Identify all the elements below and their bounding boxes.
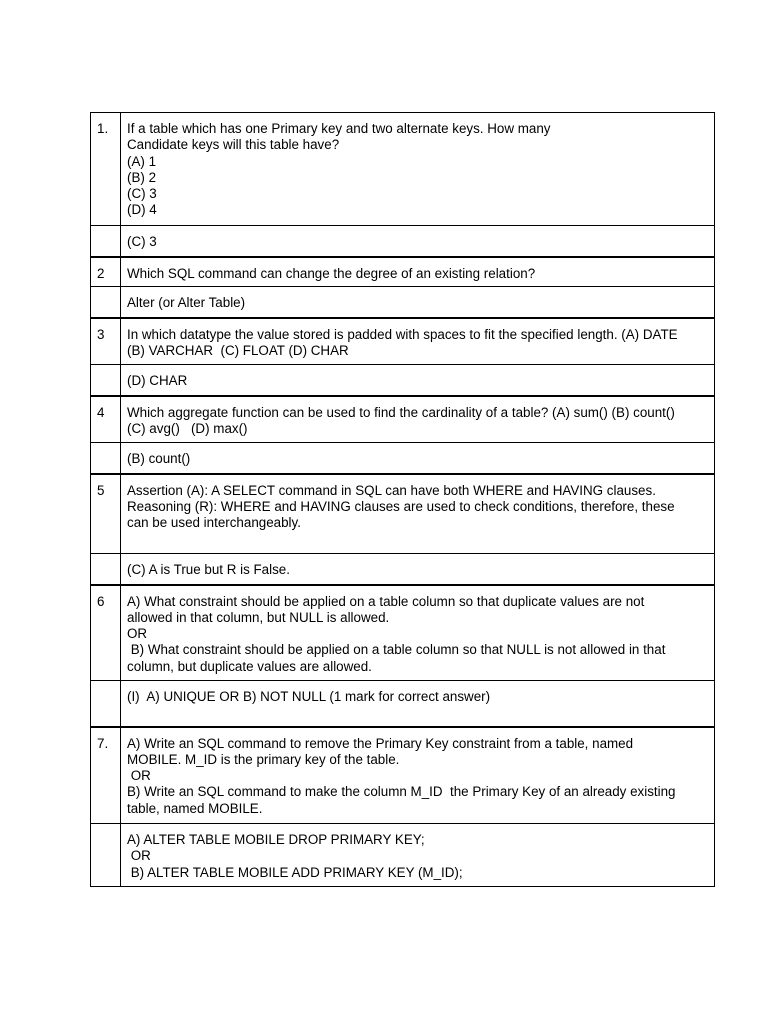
answer-text-cell xyxy=(121,554,715,585)
question-number: 3 xyxy=(97,326,105,342)
question-text-cell xyxy=(121,585,715,681)
answer-number-cell xyxy=(91,365,121,396)
answer-row xyxy=(91,824,715,887)
question-line: Candidate keys will this table have? xyxy=(127,137,340,153)
question-option: (A) 1 xyxy=(127,153,157,169)
question-line: MOBILE. M_ID is the primary key of the table. xyxy=(127,751,400,767)
answer-line: B) ALTER TABLE MOBILE ADD PRIMARY KEY (M_ID); xyxy=(127,864,463,880)
answer-row xyxy=(91,287,715,318)
question-line: Which aggregate function can be used to find the cardinality of a table? (A) sum() (B) count() xyxy=(127,404,675,420)
question-line: can be used interchangeably. xyxy=(127,515,301,531)
question-line: OR xyxy=(127,626,148,642)
answer-line: (C) A is True but R is False. xyxy=(127,562,290,577)
question-number: 5 xyxy=(97,482,105,498)
question-text-cell xyxy=(121,113,715,226)
question-line: (C) avg() (D) max() xyxy=(127,420,248,436)
answer-number-cell xyxy=(91,681,121,727)
question-number-cell xyxy=(91,318,121,365)
answer-row xyxy=(91,554,715,585)
question-row xyxy=(91,396,715,443)
answer-text-cell xyxy=(121,681,715,727)
answer-text-cell xyxy=(121,365,715,396)
answer-number-cell xyxy=(91,226,121,257)
answer-row xyxy=(91,443,715,474)
question-row xyxy=(91,257,715,287)
question-number-cell xyxy=(91,585,121,681)
question-line: In which datatype the value stored is padded with spaces to fit the specified length. (A) DATE xyxy=(127,326,678,342)
answer-line: (I) A) UNIQUE OR B) NOT NULL (1 mark for correct answer) xyxy=(127,689,491,704)
question-number-cell xyxy=(91,113,121,226)
question-number: 2 xyxy=(97,265,105,281)
answer-row xyxy=(91,681,715,727)
answer-row xyxy=(91,365,715,396)
question-row xyxy=(91,727,715,824)
answer-number-cell xyxy=(91,287,121,318)
question-line: allowed in that column, but NULL is allowed. xyxy=(127,609,390,625)
question-line: B) What constraint should be applied on a table column so that NULL is not allowed in that xyxy=(127,642,666,658)
question-number-cell xyxy=(91,257,121,287)
answer-number-cell xyxy=(91,443,121,474)
question-line: If a table which has one Primary key and two alternate keys. How many xyxy=(127,121,551,136)
question-text-cell xyxy=(121,727,715,824)
question-line: column, but duplicate values are allowed. xyxy=(127,658,372,674)
answer-line: (B) count() xyxy=(127,451,191,466)
question-row xyxy=(91,113,715,226)
answer-text-cell xyxy=(121,226,715,257)
question-line: A) What constraint should be applied on a table column so that duplicate values are not xyxy=(127,593,645,609)
question-text-cell xyxy=(121,474,715,554)
answer-line: (D) CHAR xyxy=(127,373,188,388)
question-line: A) Write an SQL command to remove the Primary Key constraint from a table, named xyxy=(127,735,634,751)
question-answer-table xyxy=(90,112,715,887)
answer-text-cell xyxy=(121,443,715,474)
question-number: 7. xyxy=(97,735,109,751)
question-text-cell xyxy=(121,396,715,443)
question-line: Which SQL command can change the degree of an existing relation? xyxy=(127,265,536,281)
question-option: (B) 2 xyxy=(127,169,157,185)
question-number-cell xyxy=(91,396,121,443)
question-text-cell xyxy=(121,318,715,365)
answer-text-cell xyxy=(121,287,715,318)
question-line: (B) VARCHAR (C) FLOAT (D) CHAR xyxy=(127,342,349,358)
answer-line: (C) 3 xyxy=(127,234,157,249)
answer-line: A) ALTER TABLE MOBILE DROP PRIMARY KEY; xyxy=(127,832,425,847)
answer-text-cell xyxy=(121,824,715,887)
question-text-cell xyxy=(121,257,715,287)
question-option: (D) 4 xyxy=(127,202,157,218)
question-line: OR xyxy=(127,768,151,784)
question-line: B) Write an SQL command to make the column M_ID the Primary Key of an already existing xyxy=(127,784,676,800)
question-line: Reasoning (R): WHERE and HAVING clauses are used to check conditions, therefore, these xyxy=(127,498,675,514)
question-line: table, named MOBILE. xyxy=(127,800,263,816)
answer-number-cell xyxy=(91,554,121,585)
question-row xyxy=(91,585,715,681)
answer-line: Alter (or Alter Table) xyxy=(127,295,246,310)
question-number: 6 xyxy=(97,593,105,609)
question-row xyxy=(91,474,715,554)
answer-line: OR xyxy=(127,848,151,864)
question-row xyxy=(91,318,715,365)
question-number: 4 xyxy=(97,404,105,420)
question-option: (C) 3 xyxy=(127,186,157,202)
question-line: Assertion (A): A SELECT command in SQL can have both WHERE and HAVING clauses. xyxy=(127,482,656,498)
answer-number-cell xyxy=(91,824,121,887)
question-number-cell xyxy=(91,474,121,554)
question-number-cell xyxy=(91,727,121,824)
answer-row xyxy=(91,226,715,257)
question-number: 1. xyxy=(97,121,109,136)
